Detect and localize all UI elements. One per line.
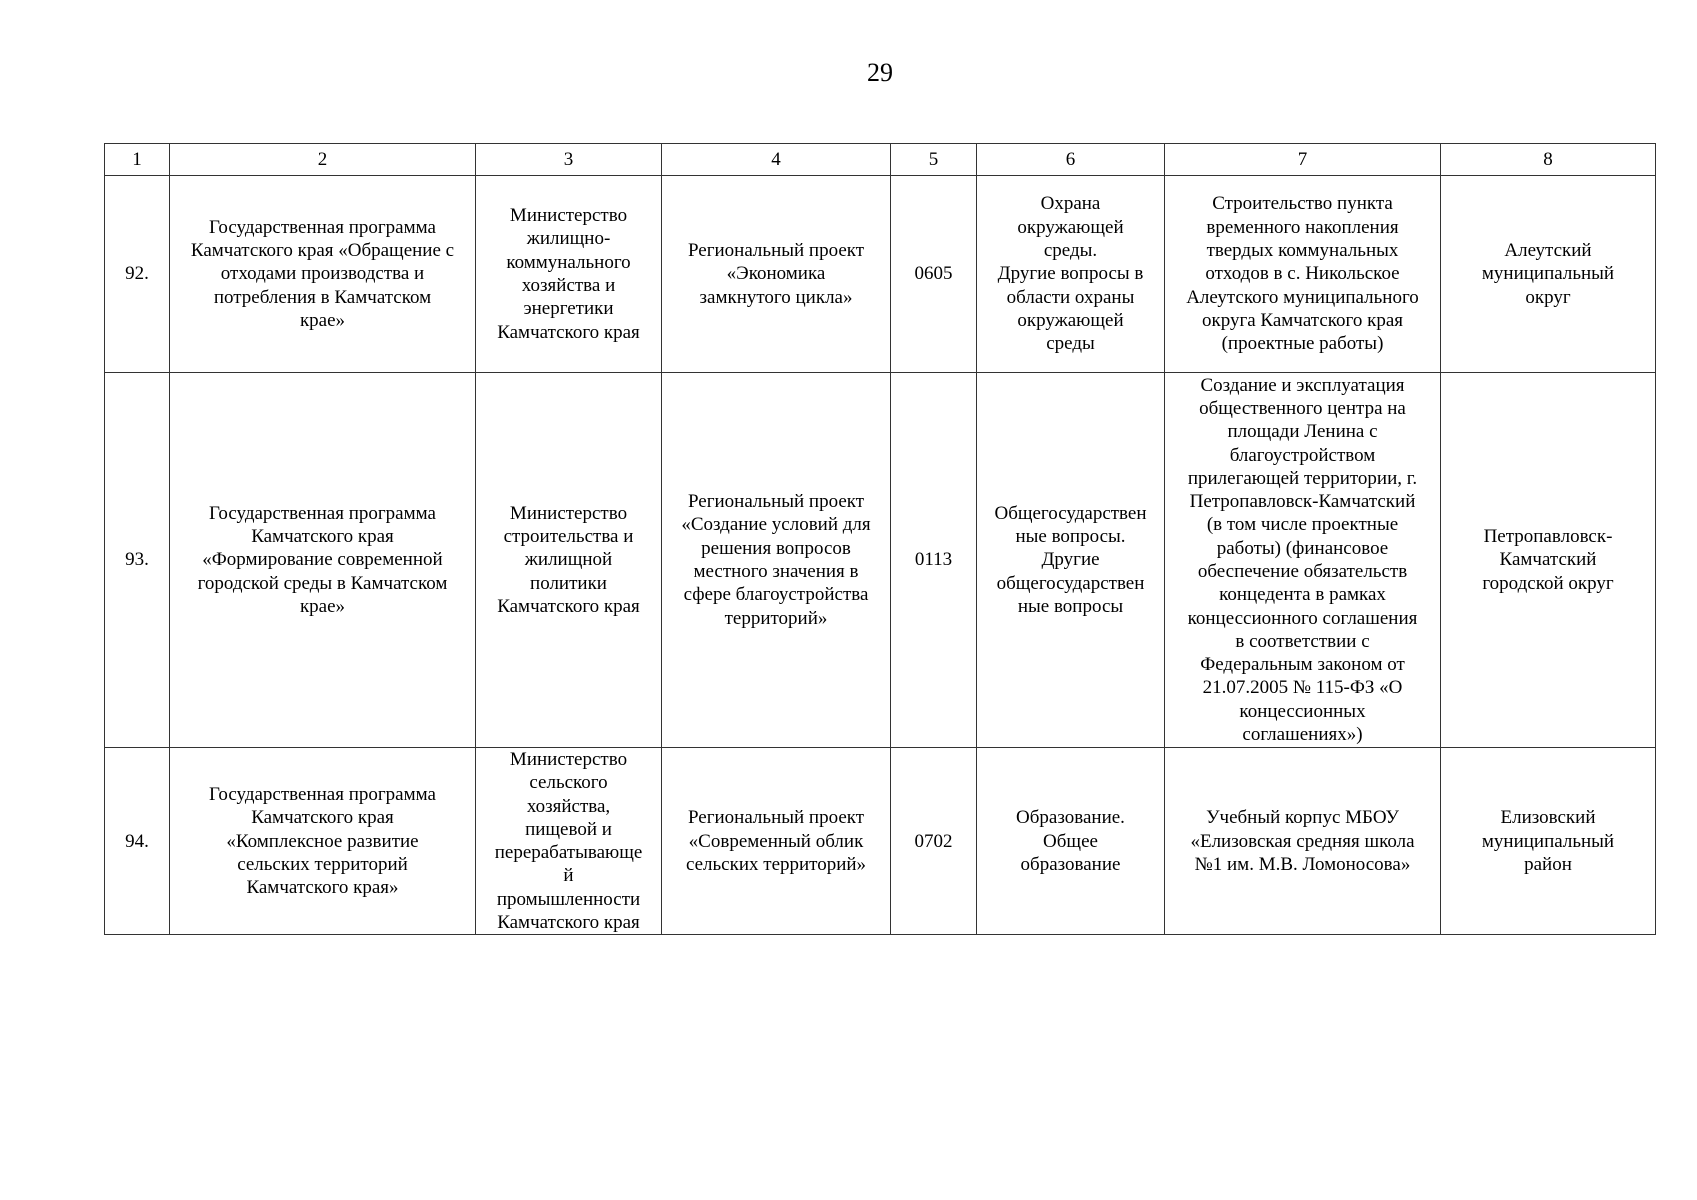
object-cell: Строительство пункта временного накопления твердых коммунальных отходов в с. Никольское Алеутского муниципального округа Камчатского края (проектные работы) <box>1165 176 1441 373</box>
object-cell: Учебный корпус МБОУ «Елизовская средняя школа №1 им. М.В. Ломоносова» <box>1165 748 1441 935</box>
header-cell: 2 <box>170 144 476 176</box>
row-number: 92. <box>105 176 170 373</box>
header-cell: 3 <box>476 144 662 176</box>
table-row <box>105 176 1656 373</box>
header-row <box>105 144 1656 176</box>
table-row <box>105 748 1656 935</box>
ministry-cell: Министерство строительства и жилищной политики Камчатского края <box>476 373 662 748</box>
header-cell: 8 <box>1441 144 1656 176</box>
section-cell: Общегосударствен ные вопросы. Другие общегосударствен ные вопросы <box>977 373 1165 748</box>
ministry-cell: Министерство жилищно- коммунального хозяйства и энергетики Камчатского края <box>476 176 662 373</box>
header-cell: 7 <box>1165 144 1441 176</box>
project-cell: Региональный проект «Современный облик сельских территорий» <box>662 748 891 935</box>
object-cell: Создание и эксплуатация общественного центра на площади Ленина с благоустройством прилегающей территории, г. Петропавловск-Камчатский (в том числе проектные работы) (финансовое обеспечение обязательств концедента в рамках концессионного соглашения в соответствии с Федеральным законом от 21.07.2005 № 115-ФЗ «О концессионных соглашениях») <box>1165 373 1441 748</box>
project-cell: Региональный проект «Создание условий для решения вопросов местного значения в сфере благоустройства территорий» <box>662 373 891 748</box>
ministry-cell: Министерство сельского хозяйства, пищевой и перерабатывающе й промышленности Камчатского края <box>476 748 662 935</box>
program-cell: Государственная программа Камчатского края «Формирование современной городской среды в Камчатском крае» <box>170 373 476 748</box>
code-cell: 0113 <box>891 373 977 748</box>
table-row <box>105 373 1656 748</box>
code-cell: 0605 <box>891 176 977 373</box>
header-cell: 1 <box>105 144 170 176</box>
section-cell: Образование. Общее образование <box>977 748 1165 935</box>
project-cell: Региональный проект «Экономика замкнутого цикла» <box>662 176 891 373</box>
header-cell: 4 <box>662 144 891 176</box>
objects-table <box>104 143 1656 935</box>
header-cell: 6 <box>977 144 1165 176</box>
row-number: 94. <box>105 748 170 935</box>
section-cell: Охрана окружающей среды. Другие вопросы в области охраны окружающей среды <box>977 176 1165 373</box>
page-number: 29 <box>867 58 893 87</box>
municipality-cell: Петропавловск- Камчатский городской округ <box>1441 373 1656 748</box>
header-cell: 5 <box>891 144 977 176</box>
municipality-cell: Елизовский муниципальный район <box>1441 748 1656 935</box>
row-number: 93. <box>105 373 170 748</box>
program-cell: Государственная программа Камчатского края «Комплексное развитие сельских территорий Камчатского края» <box>170 748 476 935</box>
code-cell: 0702 <box>891 748 977 935</box>
municipality-cell: Алеутский муниципальный округ <box>1441 176 1656 373</box>
program-cell: Государственная программа Камчатского края «Обращение с отходами производства и потребления в Камчатском крае» <box>170 176 476 373</box>
